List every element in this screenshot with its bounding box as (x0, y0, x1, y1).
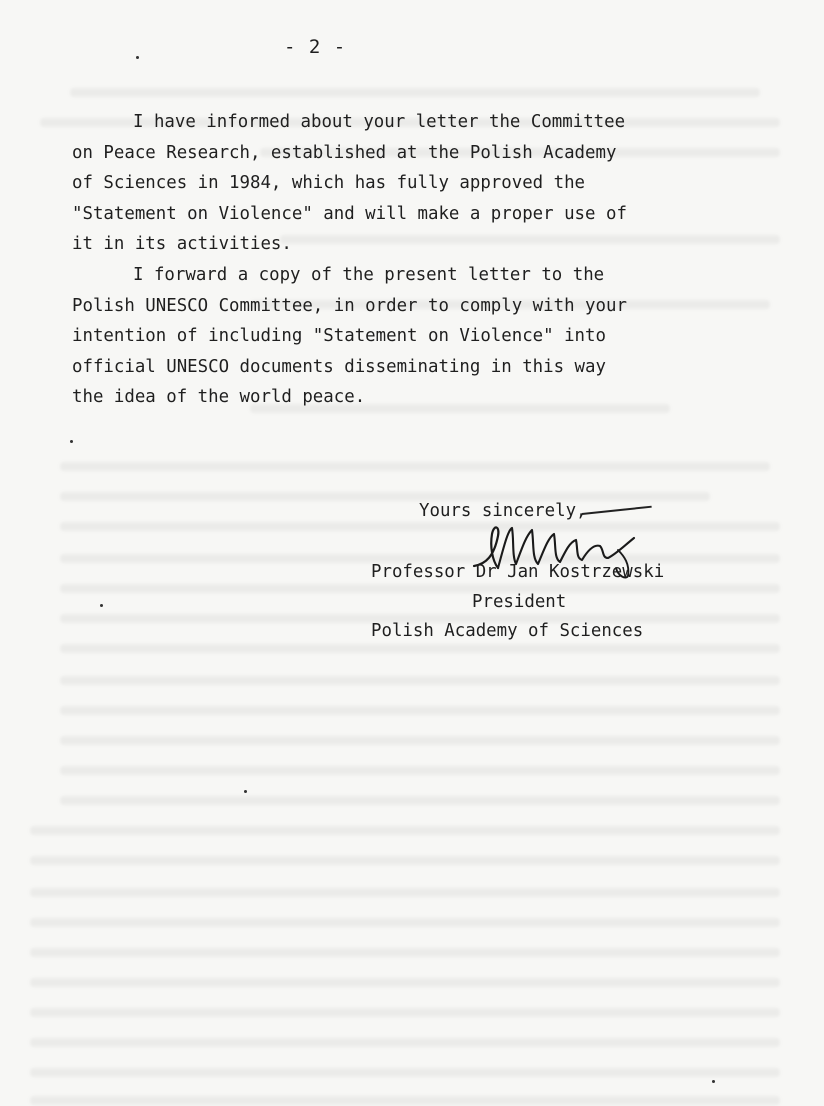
ink-speck (712, 1080, 715, 1083)
body-line: the idea of the world peace. (72, 387, 366, 408)
closing-underline (582, 506, 652, 515)
signatory-organization: Polish Academy of Sciences (371, 621, 644, 641)
body-line: intention of including "Statement on Violence" into (72, 326, 606, 347)
ink-speck (70, 440, 73, 443)
letter-body (72, 107, 627, 413)
body-line: I forward a copy of the present letter to the (133, 264, 605, 285)
closing-phrase: Yours sincerely, (419, 501, 587, 521)
body-line: I have informed about your letter the Committee (133, 112, 626, 132)
signatory-name: Professor Dr Jan Kostrzewski (371, 562, 665, 582)
signatory-title: President (472, 592, 567, 612)
body-line: "Statement on Violence" and will make a proper use of (72, 203, 627, 224)
body-line: it in its activities. (72, 234, 292, 255)
body-line: Polish UNESCO Committee, in order to comply with your (72, 295, 627, 316)
body-line: official UNESCO documents disseminating in this way (72, 356, 606, 377)
page-number: - 2 - (284, 36, 347, 58)
body-line: on Peace Research, established at the Polish Academy (72, 142, 617, 163)
ink-speck (244, 790, 247, 793)
body-line: of Sciences in 1984, which has fully approved the (72, 173, 586, 194)
ink-speck (100, 604, 103, 607)
ink-speck (136, 56, 139, 59)
